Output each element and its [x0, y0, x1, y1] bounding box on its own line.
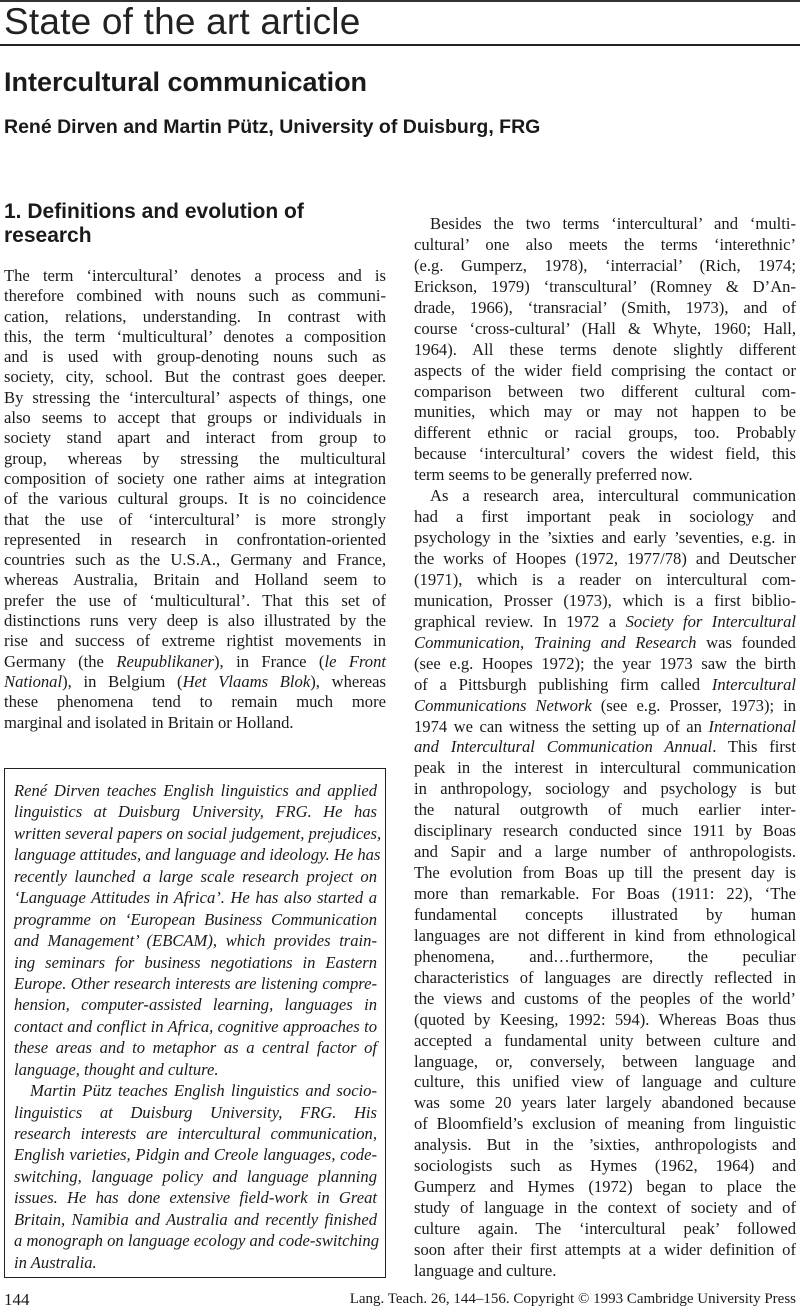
- paragraph: [414, 214, 796, 486]
- text-line: ‘Language Attitudes in Africa’. He has also started a: [14, 888, 377, 908]
- italic-text: Society for Intercultural: [625, 611, 796, 631]
- text-line: analysis. But in the ’sixties, anthropologists and: [414, 1135, 796, 1155]
- text-line: because ‘intercultural’ covers the widest field, this: [414, 444, 796, 464]
- text-line: soon after their first attempts at a wider definition of: [414, 1239, 796, 1259]
- text-line: of Bloomfield’s exclusion of meaning from linguistic: [414, 1114, 796, 1134]
- text-line: also seems to accept that groups or individuals in: [4, 408, 386, 428]
- italic-text: Communications Network: [414, 695, 592, 715]
- text-line: drade, 1966), ‘transracial’ (Smith, 1973), and of: [414, 297, 796, 317]
- text-line: of the various cultural groups. It is no coincidence: [4, 489, 386, 509]
- text-line: graphical review. In 1972 a Society for Intercultural: [414, 611, 796, 631]
- text-line: As a research area, intercultural communication: [430, 486, 796, 506]
- text-line: 1974 we can witness the setting up of an International: [414, 716, 796, 736]
- text-line: munities, which may or may not happen to be: [414, 402, 796, 422]
- italic-text: Communication, Training and Research: [414, 632, 697, 652]
- text-line: study of language in the context of society and of: [414, 1198, 796, 1218]
- text-line: marginal and isolated in Britain or Holland.: [4, 712, 294, 732]
- text-line: (quoted by Keesing, 1992: 594). Whereas Boas thus: [414, 1009, 796, 1029]
- text-line: the natural outgrowth of much earlier inter-: [414, 800, 796, 820]
- text-line: Communication, Training and Research was founded: [414, 632, 796, 652]
- text-line: in anthropology, sociology and psychology is but: [414, 779, 796, 799]
- text-line: language and culture.: [414, 1260, 557, 1280]
- italic-text: Intercultural: [711, 674, 796, 694]
- text-line: the works of Hoopes (1972, 1977/78) and Deutscher: [414, 549, 796, 568]
- text-line: society stand apart and interact from group to: [4, 428, 386, 448]
- right-column-text: [414, 214, 796, 1282]
- article-type-heading: State of the art article: [4, 1, 361, 42]
- text-line: National), in Belgium (Het Vlaams Blok), whereas: [4, 671, 386, 691]
- text-line: more than remarkable. For Boas (1911: 22), ‘The: [414, 884, 796, 903]
- text-line: 1964). All these terms denote slightly different: [414, 339, 796, 359]
- header-rule: [0, 44, 800, 46]
- text-line: ing seminars for business negotiations in Eastern: [14, 952, 377, 972]
- text-line: Britain, Namibia and Australia and recently finished: [14, 1209, 377, 1229]
- text-line: culture, this unified view of language and culture: [414, 1072, 796, 1092]
- paragraph: [14, 780, 382, 1080]
- text-line: The term ‘intercultural’ denotes a process and is: [4, 266, 386, 285]
- text-line: cation, relations, understanding. In contrast with: [4, 306, 386, 326]
- text-line: The evolution from Boas up till the present day is: [414, 863, 796, 883]
- article-title: Intercultural communication: [4, 67, 368, 97]
- text-line: these areas and to metaphor as a central factor of: [14, 1038, 377, 1058]
- section-heading-line: research: [4, 224, 92, 247]
- text-line: switching, language policy and language planning: [14, 1166, 377, 1186]
- italic-text: Reupublikaner: [116, 651, 215, 671]
- italic-text: National: [4, 671, 63, 691]
- text-line: accepted a fundamental unity between culture and: [414, 1030, 796, 1050]
- text-line: sociologists such as Hymes (1962, 1964) and: [414, 1156, 796, 1176]
- text-line: and Sapir and a large number of anthropologists.: [414, 842, 796, 862]
- text-line: language attitudes, and language and ideology. He has: [14, 845, 381, 865]
- text-line: that the use of ‘intercultural’ is more strongly: [4, 509, 386, 529]
- italic-text: le Front: [324, 651, 386, 671]
- text-line: distinctions runs very deep is also illustrated by the: [4, 611, 386, 631]
- text-line: and Intercultural Communication Annual. This first: [414, 737, 796, 757]
- text-line: represented in research in confrontation-oriented: [4, 529, 386, 549]
- text-line: linguistics at Duisburg University, FRG. His: [14, 1102, 377, 1122]
- text-line: linguistics at Duisburg University, FRG. He has: [14, 802, 377, 822]
- text-line: Gumperz and Hymes (1972) began to place the: [414, 1177, 796, 1197]
- text-line: different ethnic or racial groups, too. Probably: [414, 423, 796, 443]
- text-line: term seems to be generally preferred now.: [414, 465, 693, 485]
- text-line: had a first important peak in sociology and: [414, 507, 796, 527]
- text-line: society, city, school. But the contrast goes deeper.: [4, 367, 386, 387]
- text-line: cultural’ one also meets the terms ‘interethnic’: [414, 234, 796, 254]
- text-line: a monograph on language ecology and code-switching: [14, 1231, 380, 1251]
- text-line: and Management’ (EBCAM), which provides train-: [14, 931, 377, 951]
- text-line: the views and customs of the peoples of the world’: [414, 988, 796, 1008]
- paragraph: [4, 266, 386, 733]
- italic-text: Het Vlaams Blok: [182, 671, 311, 691]
- text-line: aspects of the wider field comprising the contact or: [414, 360, 796, 380]
- text-line: issues. He has done extensive field-work in Great: [14, 1188, 377, 1208]
- section-heading: [4, 200, 384, 248]
- text-line: therefore combined with nouns such as communi-: [4, 286, 386, 306]
- paragraph: [414, 486, 796, 1282]
- paragraph: [14, 1080, 380, 1273]
- text-line: Germany (the Reupublikaner), in France (le Front: [4, 651, 386, 671]
- text-line: culture again. The ‘intercultural peak’ followed: [414, 1219, 796, 1238]
- article-authors: René Dirven and Martin Pütz, University of Duisburg, FRG: [4, 116, 541, 138]
- text-line: disciplinary research conducted since 1911 by Boas: [414, 821, 796, 841]
- text-line: Erickson, 1979) ‘transcultural’ (Romney & D’An-: [414, 276, 796, 296]
- text-line: in Australia.: [14, 1252, 97, 1272]
- italic-text: and Intercultural Communication Annual: [414, 737, 713, 757]
- text-line: (e.g. Gumperz, 1978), ‘interracial’ (Rich, 1974;: [414, 255, 796, 275]
- text-line: René Dirven teaches English linguistics and applied: [14, 781, 377, 800]
- text-line: English varieties, Pidgin and Creole languages, code-: [14, 1145, 377, 1165]
- text-line: recently launched a large scale research project on: [14, 866, 377, 886]
- text-line: composition of society one rather aims at integration: [4, 468, 386, 488]
- text-line: comparison between two different cultural com-: [414, 381, 796, 401]
- text-line: of a Pittsburgh publishing firm called Intercultural: [414, 674, 796, 694]
- text-line: research interests are intercultural communication,: [14, 1124, 377, 1143]
- text-line: written several papers on social judgement, prejudices,: [14, 823, 382, 843]
- text-line: language, or, conversely, between language and: [414, 1051, 796, 1071]
- text-line: contact and conflict in Africa, cognitive approaches to: [14, 1016, 377, 1036]
- text-line: these phenomena tend to remain much more: [4, 692, 386, 712]
- text-line: phenomena, and…furthermore, the peculiar: [414, 946, 796, 966]
- text-line: course ‘cross-cultural’ (Hall & Whyte, 1960; Hall,: [414, 318, 796, 338]
- text-line: prefer the use of ‘multicultural’. That this set of: [4, 590, 386, 610]
- text-line: and is used with group-denoting nouns such as: [4, 347, 386, 367]
- author-bio-box: [4, 768, 386, 1278]
- text-line: rise and success of extreme rightist movements in: [4, 631, 386, 651]
- text-line: Martin Pütz teaches English linguistics and socio-: [30, 1081, 377, 1101]
- text-line: psychology in the ’sixties and early ’seventies, e.g. in: [414, 528, 796, 548]
- text-line: fundamental concepts illustrated by human: [414, 904, 796, 924]
- text-line: (see e.g. Hoopes 1972); the year 1973 saw the birth: [414, 653, 796, 673]
- text-line: hension, computer-assisted learning, languages in: [14, 995, 377, 1015]
- italic-text: International: [708, 716, 796, 736]
- text-line: By stressing the ‘intercultural’ aspects of things, one: [4, 387, 386, 407]
- text-line: Europe. Other research interests are listening compre-: [14, 973, 377, 993]
- text-line: was some 20 years later largely abandoned because: [414, 1093, 796, 1113]
- text-line: munication, Prosser (1973), which is a first biblio-: [414, 590, 796, 610]
- page-number: 144: [4, 1290, 30, 1309]
- text-line: whereas Australia, Britain and Holland seem to: [4, 570, 386, 590]
- text-line: this, the term ‘multicultural’ denotes a composition: [4, 326, 386, 346]
- text-line: peak in the interest in intercultural communication: [414, 758, 796, 778]
- text-line: Communications Network (see e.g. Prosser, 1973); in: [414, 695, 796, 715]
- section-heading-line: 1. Definitions and evolution of: [4, 200, 304, 223]
- text-line: group, whereas by stressing the multicultural: [4, 448, 386, 468]
- text-line: Besides the two terms ‘intercultural’ and ‘multi-: [430, 214, 796, 233]
- text-line: programme on ‘European Business Communication: [14, 909, 377, 929]
- text-line: (1971), which is a reader on intercultural com-: [414, 569, 796, 589]
- journal-citation: Lang. Teach. 26, 144–156. Copyright © 1993 Cambridge University Press: [349, 1291, 796, 1307]
- text-line: language, thought and culture.: [14, 1059, 219, 1079]
- left-column-text: [4, 266, 386, 733]
- text-line: characteristics of languages are directly reflected in: [414, 967, 796, 987]
- text-line: countries such as the U.S.A., Germany and France,: [4, 550, 386, 570]
- text-line: languages are not different in kind from ethnological: [414, 925, 796, 945]
